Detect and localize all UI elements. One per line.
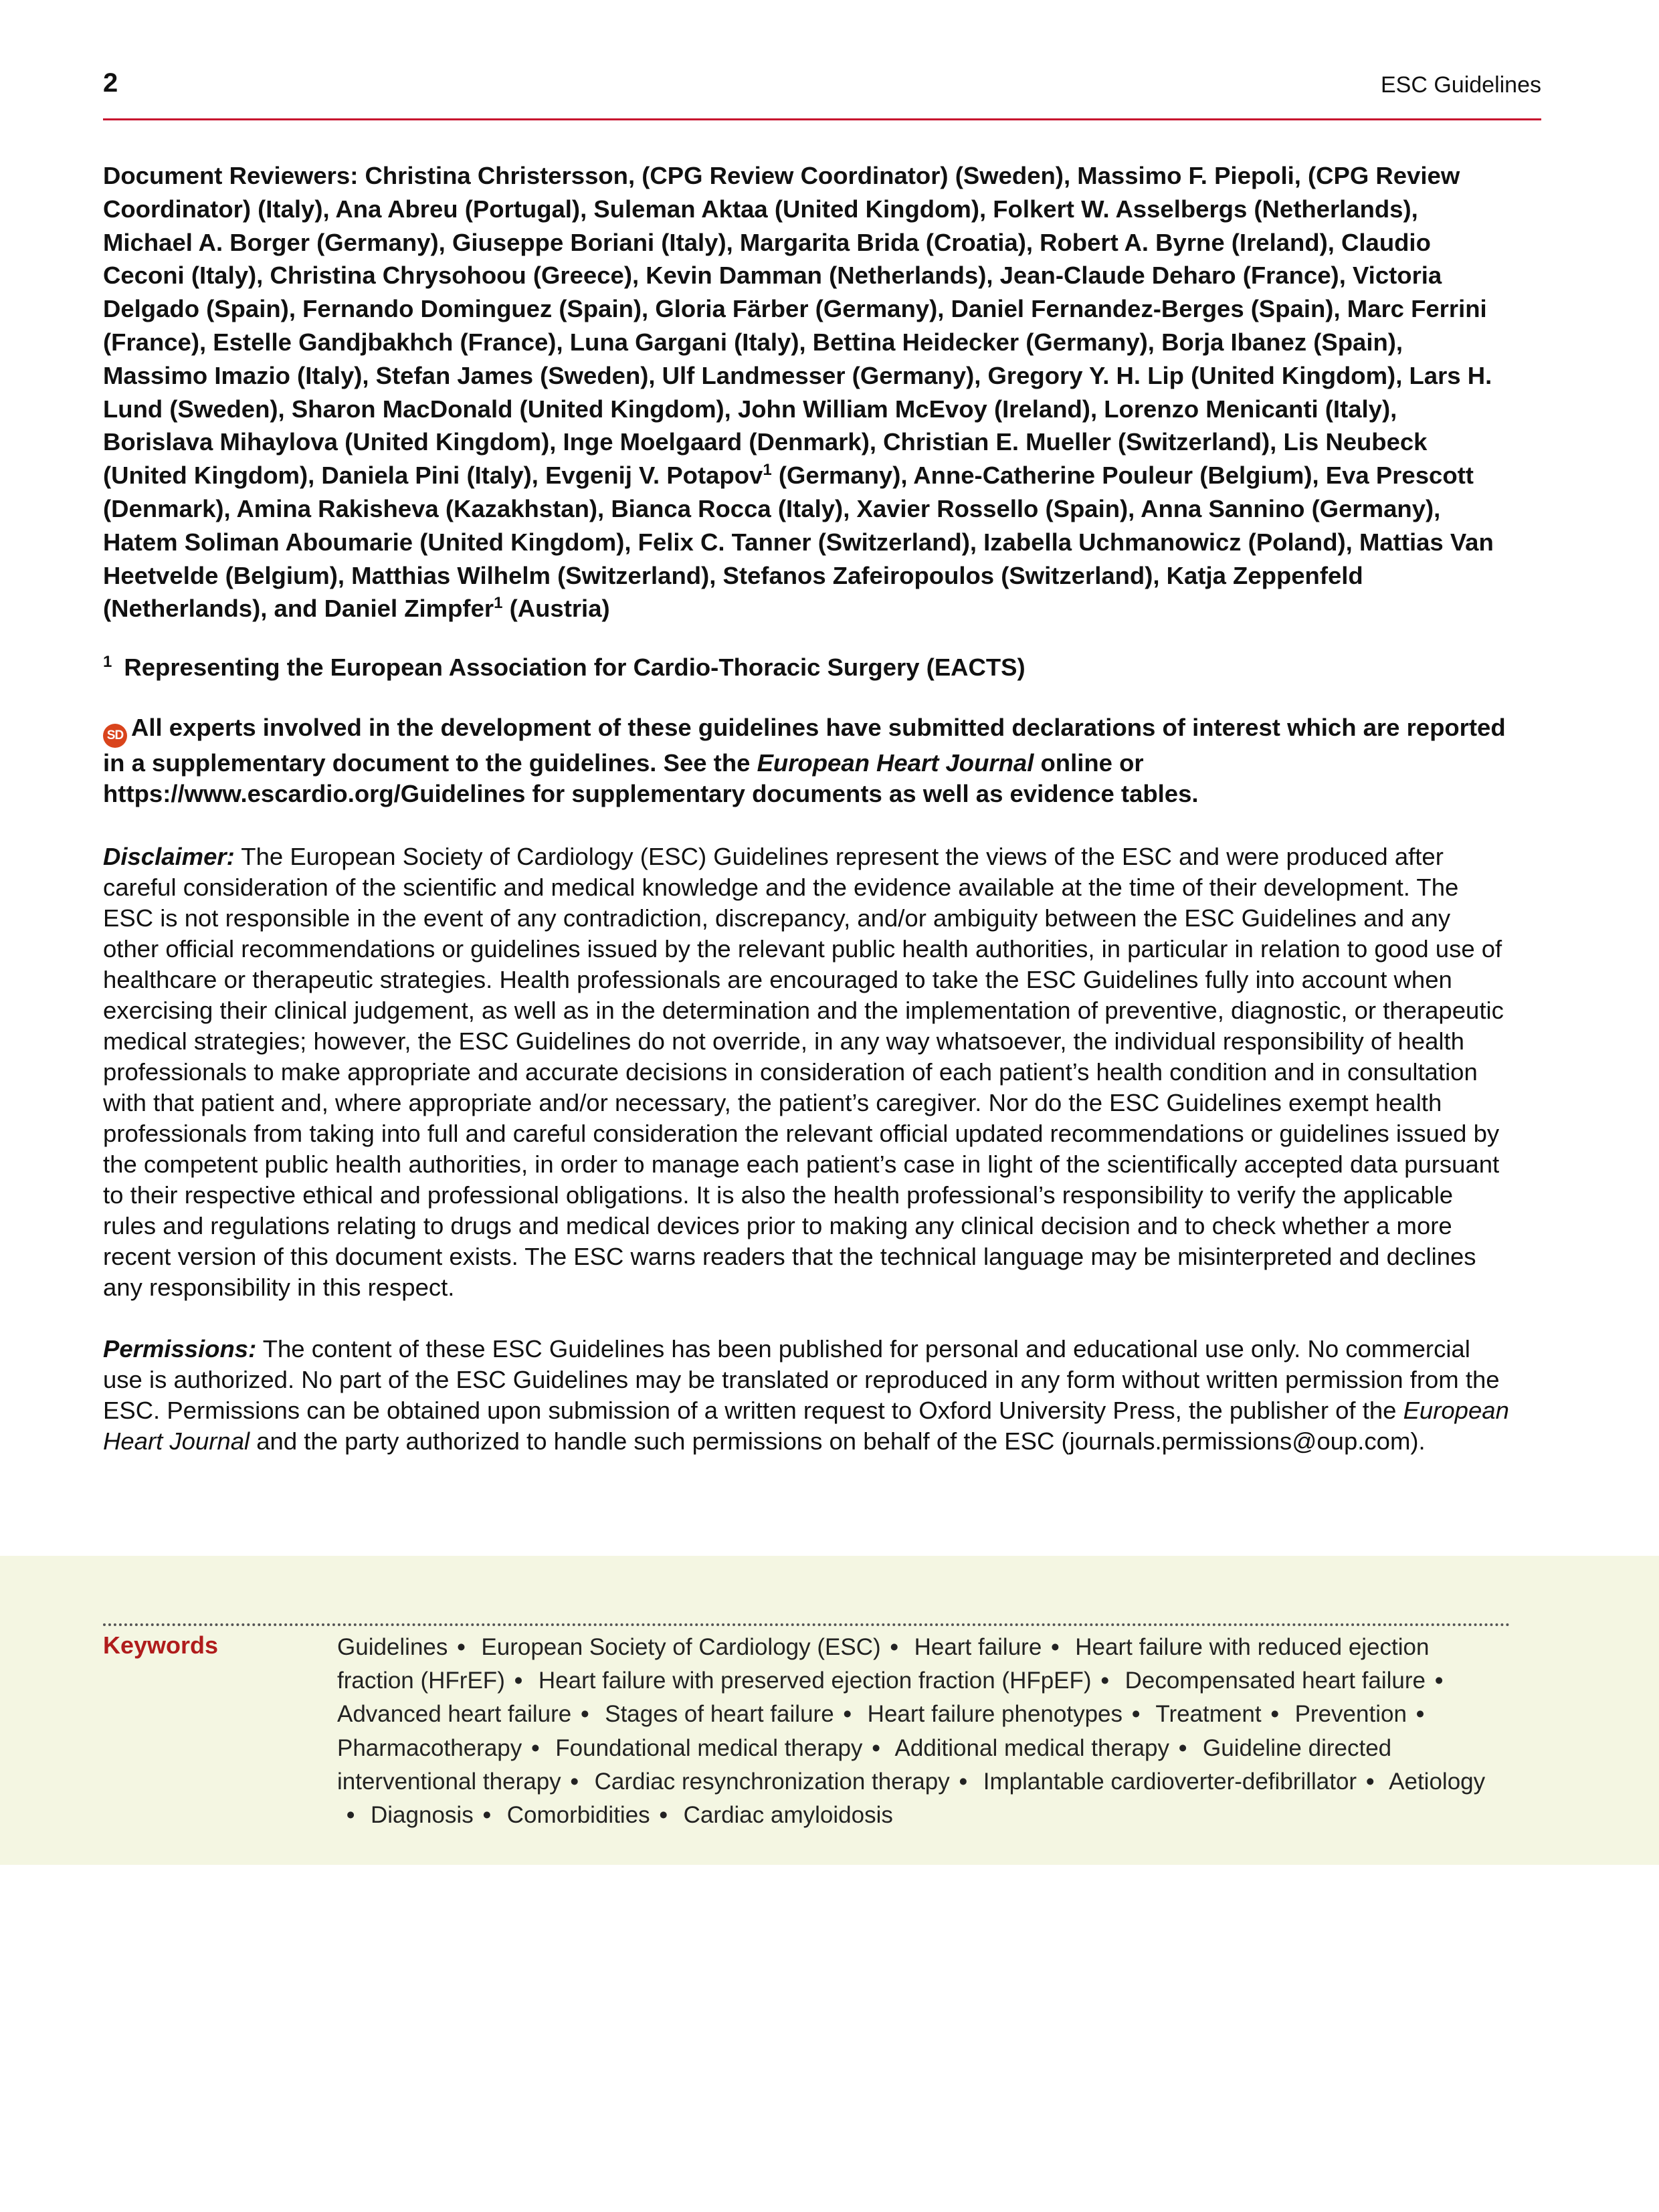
reviewers-footnote-ref-1: 1: [763, 461, 772, 480]
header-rule: [103, 118, 1541, 120]
running-title: ESC Guidelines: [1380, 72, 1541, 98]
declaration-of-interest: [103, 712, 1510, 809]
keyword-separator: •: [1179, 1734, 1187, 1761]
permissions-paragraph: [103, 1334, 1510, 1457]
keyword-item: Cardiac amyloidosis: [683, 1802, 893, 1829]
declaration-text-2: online or https://www.escardio.org/Guidelines for supplementary documents as well as evidence tables.: [103, 749, 1199, 808]
page-number: 2: [103, 68, 118, 98]
disclaimer-text: The European Society of Cardiology (ESC) Guidelines represent the views of the ESC and were produced after careful consideration of the scientific and medical knowledge and the evidence available at the time of their development. The ESC is not responsible in the event of any contradiction, discrepancy, and/or ambiguity between the ESC Guidelines and any other official recommendations or guidelines issued by the relevant public health authorities, in particular in relation to good use of healthcare or therapeutic strategies. Health professionals are encouraged to take the ESC Guidelines fully into account when exercising their clinical judgement, as well as in the determination and the implementation of preventive, diagnostic, or therapeutic medical strategies; however, the ESC Guidelines do not override, in any way whatsoever, the individual responsibility of health professionals to make appropriate and accurate decisions in consideration of each patient’s health condition and in consultation with that patient and, where appropriate and/or necessary, the patient’s caregiver. Nor do the ESC Guidelines exempt health professionals from taking into full and careful consideration the relevant official updated recommendations or guidelines issued by the competent public health authorities, in order to manage each patient’s case in light of the scientifically accepted data pursuant to their respective ethical and professional obligations. It is also the health professional’s responsibility to verify the applicable rules and regulations relating to drugs and medical devices prior to making any clinical decision and to check whether a more recent version of this document exists. The ESC warns readers that the technical language may be misinterpreted and declines any responsibility in this respect.: [103, 843, 1504, 1302]
keyword-separator: •: [890, 1634, 898, 1660]
keyword-item: Additional medical therapy: [894, 1734, 1170, 1761]
keyword-separator: •: [959, 1768, 968, 1795]
permissions-text-1: The content of these ESC Guidelines has been published for personal and educational use only. No commercial use is authorized. No part of the ESC Guidelines may be translated or reproduced in any form without written permission from the ESC. Permissions can be obtained upon submission of a written request to Oxford University Press, the publisher of the: [103, 1335, 1500, 1425]
keyword-item: European Society of Cardiology (ESC): [481, 1634, 881, 1660]
keyword-item: Pharmacotherapy: [337, 1734, 522, 1761]
reviewers-text-3: (Austria): [502, 595, 610, 623]
keyword-separator: •: [482, 1802, 491, 1829]
keyword-item: Foundational medical therapy: [555, 1734, 863, 1761]
keyword-item: Stages of heart failure: [605, 1701, 834, 1728]
keyword-separator: •: [872, 1734, 880, 1761]
keyword-separator: •: [843, 1701, 852, 1728]
keyword-item: Treatment: [1155, 1701, 1262, 1728]
footnote-marker: 1: [103, 653, 112, 671]
keyword-separator: •: [531, 1734, 540, 1761]
page-header: [103, 64, 1541, 114]
permissions-label: Permissions:: [103, 1335, 257, 1363]
keyword-item: Guidelines: [337, 1634, 448, 1660]
supplementary-data-icon: SD: [103, 724, 127, 748]
reviewers-footnote-ref-2: 1: [494, 594, 503, 613]
keyword-item: Heart failure with reduced ejection fraction (HFrEF): [337, 1634, 1430, 1694]
keyword-item: Decompensated heart failure: [1125, 1668, 1426, 1694]
keyword-separator: •: [1435, 1668, 1444, 1694]
keyword-item: Comorbidities: [506, 1802, 650, 1829]
keyword-separator: •: [1051, 1634, 1060, 1660]
disclaimer-label: Disclaimer:: [103, 843, 235, 871]
permissions-journal: European Heart Journal: [103, 1397, 1509, 1455]
permissions-text-2: and the party authorized to handle such permissions on behalf of the ESC (journals.permissions@oup.com).: [250, 1427, 1426, 1455]
main-content: [103, 159, 1510, 1457]
footnote: [103, 651, 1510, 684]
keyword-item: Diagnosis: [371, 1802, 474, 1829]
keyword-item: Heart failure with preserved ejection fraction (HFpEF): [538, 1668, 1092, 1694]
declaration-journal: European Heart Journal: [757, 749, 1034, 777]
reviewers-text-1: Document Reviewers: Christina Christersson, (CPG Review Coordinator) (Sweden), Massimo F. Piepoli, (CPG Review Coordinator) (Italy), Ana Abreu (Portugal), Suleman Aktaa (United Kingdom), Folkert W. Asselbergs (Netherlands), Michael A. Borger (Germany), Giuseppe Boriani (Italy), Margarita Brida (Croatia), Robert A. Byrne (Ireland), Claudio Ceconi (Italy), Christina Chrysohoou (Greece), Kevin Damman (Netherlands), Jean-Claude Deharo (France), Victoria Delgado (Spain), Fernando Dominguez (Spain), Gloria Färber (Germany), Daniel Fernandez-Berges (Spain), Marc Ferrini (France), Estelle Gandjbakhch (France), Luna Gargani (Italy), Bettina Heidecker (Germany), Borja Ibanez (Spain), Massimo Imazio (Italy), Stefan James (Sweden), Ulf Landmesser (Germany), Gregory Y. H. Lip (United Kingdom), Lars H. Lund (Sweden), Sharon MacDonald (United Kingdom), John William McEvoy (Ireland), Lorenzo Menicanti (Italy), Borislava Mihaylova (United Kingdom), Inge Moelgaard (Denmark), Christian E. Mueller (Switzerland), Lis Neubeck (United Kingdom), Daniela Pini (Italy), Evgenij V. Potapov: [103, 162, 1492, 490]
declaration-text-1: All experts involved in the development of these guidelines have submitted declarations of interest which are reported in a supplementary document to the guidelines. See the: [103, 714, 1506, 777]
reviewers-text-2: (Germany), Anne-Catherine Pouleur (Belgium), Eva Prescott (Denmark), Amina Rakisheva (Kazakhstan), Bianca Rocca (Italy), Xavier Rossello (Spain), Anna Sannino (Germany), Hatem Soliman Aboumarie (United Kingdom), Felix C. Tanner (Switzerland), Izabella Uchmanowicz (Poland), Mattias Van Heetvelde (Belgium), Matthias Wilhelm (Switzerland), Stefanos Zafeiropoulos (Switzerland), Katja Zeppenfeld (Netherlands), and Daniel Zimpfer: [103, 462, 1494, 623]
keyword-item: Cardiac resynchronization therapy: [594, 1768, 950, 1795]
disclaimer-paragraph: [103, 841, 1510, 1303]
footnote-text: Representing the European Association for Cardio-Thoracic Surgery (EACTS): [124, 653, 1026, 682]
keyword-separator: •: [581, 1701, 589, 1728]
keyword-separator: •: [1132, 1701, 1141, 1728]
keyword-separator: •: [1366, 1768, 1375, 1795]
keywords-list: [337, 1631, 1512, 1832]
keyword-item: Heart failure phenotypes: [867, 1701, 1123, 1728]
keyword-item: Aetiology: [1389, 1768, 1486, 1795]
keyword-separator: •: [1270, 1701, 1279, 1728]
keyword-item: Prevention: [1294, 1701, 1407, 1728]
keyword-separator: •: [457, 1634, 466, 1660]
keyword-separator: •: [347, 1802, 355, 1829]
keyword-item: Heart failure: [914, 1634, 1042, 1660]
keywords-label: Keywords: [103, 1631, 219, 1659]
keyword-item: Advanced heart failure: [337, 1701, 572, 1728]
keyword-separator: •: [1416, 1701, 1425, 1728]
keywords-divider: [103, 1623, 1510, 1626]
keyword-separator: •: [1100, 1668, 1109, 1694]
document-reviewers: [103, 159, 1510, 625]
keyword-item: Implantable cardioverter-defibrillator: [983, 1768, 1357, 1795]
keyword-separator: •: [659, 1802, 668, 1829]
keyword-separator: •: [514, 1668, 523, 1694]
keyword-separator: •: [570, 1768, 579, 1795]
keyword-item: Guideline directed interventional therapy: [337, 1734, 1392, 1795]
